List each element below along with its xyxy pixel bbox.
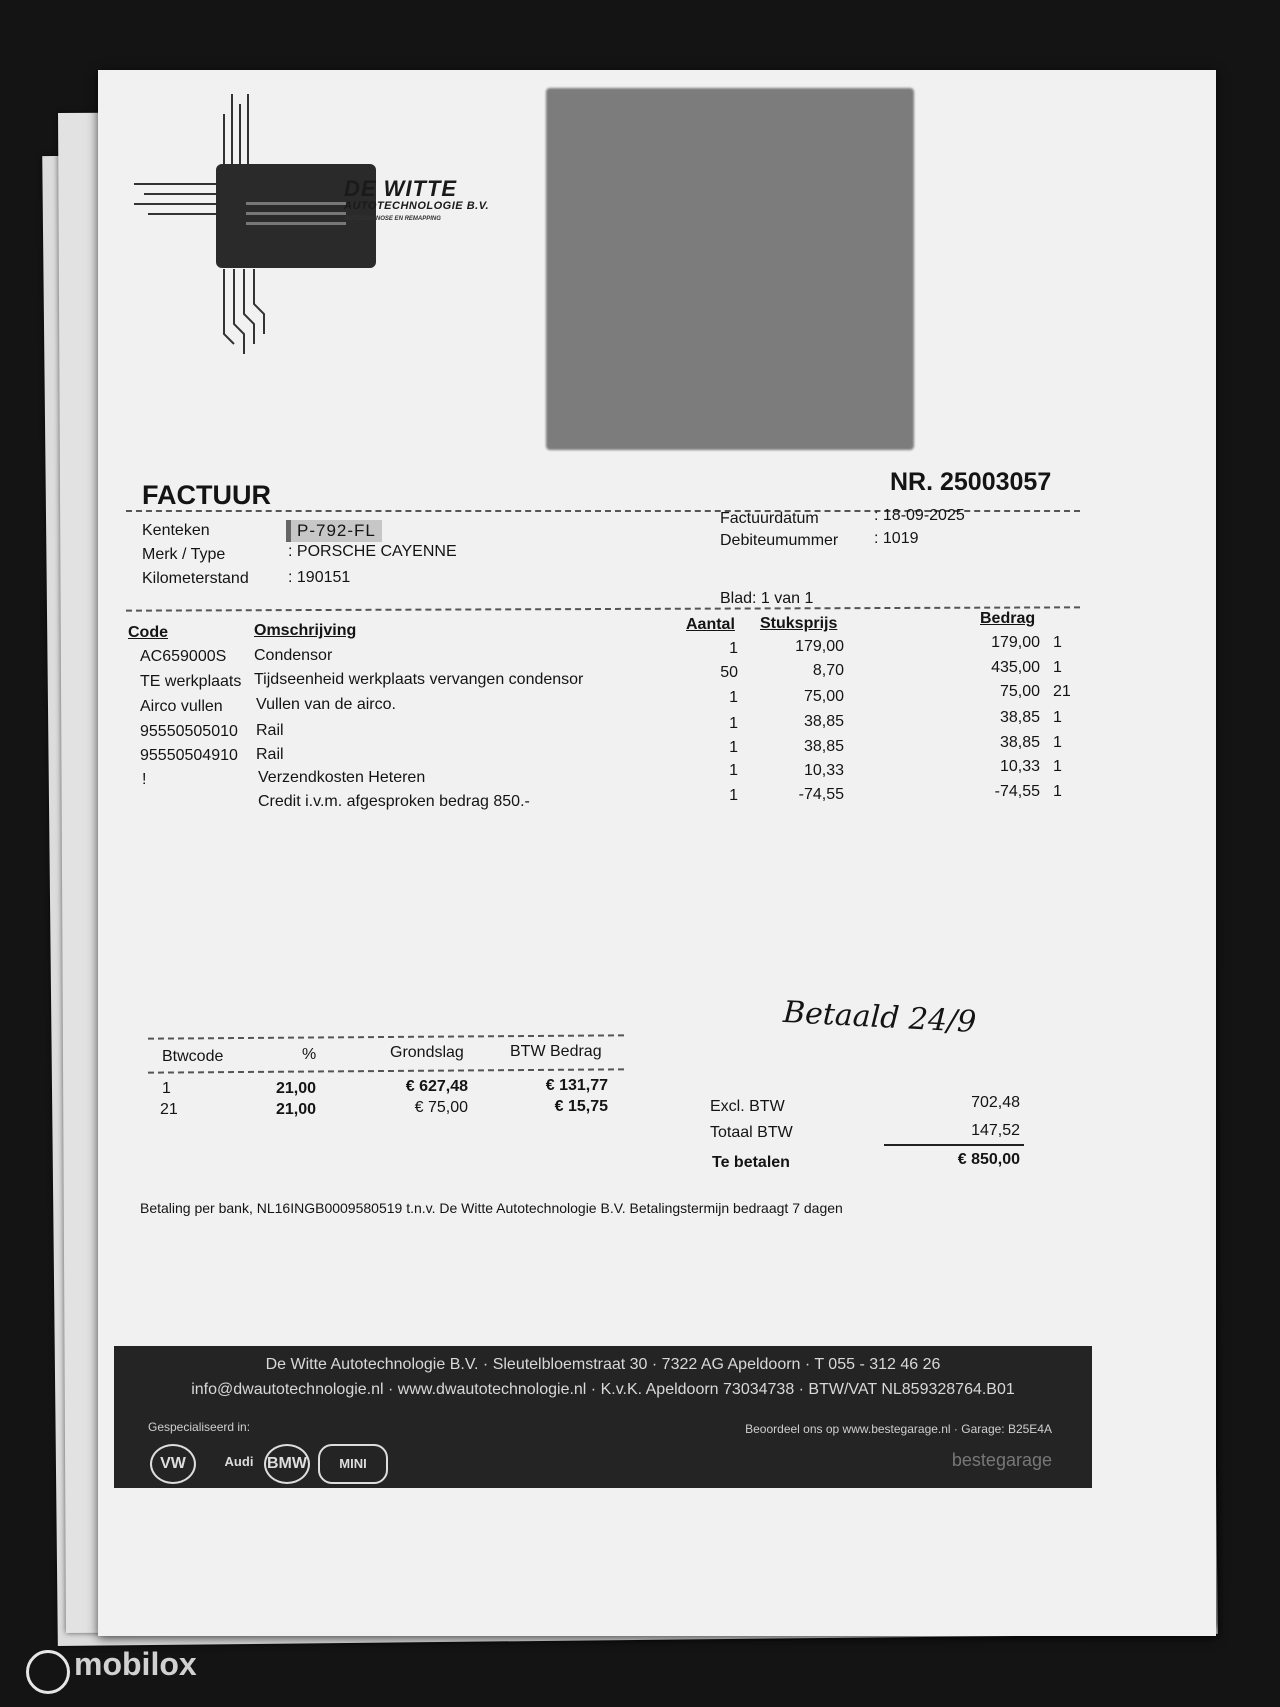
footer-address: De Witte Autotechnologie B.V. · Sleutelbloemstraat 30 · 7322 AG Apeldoorn · T 055 - 312 46 26 [265, 1356, 941, 1373]
row-unit: 10,33 [803, 762, 844, 779]
row-qty: 1 [729, 715, 738, 732]
row-unit: 8,70 [812, 662, 844, 679]
tax-header-code: Btwcode [162, 1048, 224, 1065]
tax-pct: 21,00 [276, 1101, 317, 1118]
col-header-qty: Aantal [686, 616, 735, 633]
row-vatcode: 1 [1053, 758, 1062, 775]
row-vatcode: 1 [1053, 634, 1062, 651]
invoice-sheet [98, 70, 1216, 1636]
field-label-debtor: Debiteumummer [720, 532, 839, 549]
tax-code: 1 [162, 1080, 171, 1097]
total-label-due: Te betalen [712, 1154, 790, 1171]
row-unit: 75,00 [803, 688, 844, 705]
tax-header-vat: BTW Bedrag [510, 1043, 602, 1060]
row-code: 95550504910 [140, 747, 238, 764]
row-unit: 38,85 [803, 713, 844, 730]
invoice-number: NR. 25003057 [890, 468, 1052, 496]
row-qty: 1 [729, 640, 738, 657]
total-label-excl: Excl. BTW [710, 1098, 785, 1115]
tax-header-base: Grondslag [390, 1044, 464, 1061]
total-value-vat: 147,52 [971, 1122, 1020, 1139]
row-desc: Tijdseenheid werkplaats vervangen condensor [254, 671, 584, 688]
row-qty: 1 [729, 762, 738, 779]
audi-logo-icon: Audi [224, 1454, 254, 1469]
row-qty: 1 [729, 689, 738, 706]
row-desc: Rail [256, 746, 284, 763]
payment-instructions: Betaling per bank, NL16INGB0009580519 t.n.v. De Witte Autotechnologie B.V. Betalingstermijn bedraagt 7 dagen [140, 1200, 843, 1216]
field-label-km: Kilometerstand [142, 570, 249, 587]
row-desc: Condensor [254, 647, 333, 664]
row-amount: -74,55 [994, 783, 1040, 800]
row-code: 95550505010 [140, 723, 238, 740]
col-header-code: Code [128, 624, 168, 641]
row-code: TE werkplaats [140, 673, 242, 690]
field-value-debtor: : 1019 [874, 530, 919, 547]
field-label-merk: Merk / Type [142, 546, 226, 563]
col-header-amount: Bedrag [980, 610, 1036, 627]
field-label-date: Factuurdatum [720, 510, 819, 527]
col-header-unit: Stuksprijs [760, 615, 838, 632]
total-label-vat: Totaal BTW [710, 1124, 793, 1141]
col-header-desc: Omschrijving [254, 622, 357, 639]
row-unit: 179,00 [795, 638, 844, 655]
tax-header-pct: % [302, 1046, 317, 1063]
company-subtitle: AUTOTECHNOLOGIE B.V. [344, 200, 490, 212]
footer-specialised-label: Gespecialiseerd in: [148, 1420, 251, 1434]
row-amount: 179,00 [991, 634, 1040, 651]
row-desc: Rail [256, 722, 284, 739]
row-vatcode: 1 [1053, 734, 1062, 751]
bmw-logo-icon: BMW [264, 1444, 310, 1484]
row-unit: 38,85 [803, 738, 844, 755]
mobilox-logo-icon [26, 1650, 70, 1694]
tax-vat: € 15,75 [554, 1098, 608, 1115]
license-plate: P-792-FL [286, 520, 382, 542]
mobilox-watermark: mobilox [74, 1646, 197, 1682]
row-desc: Verzendkosten Heteren [258, 769, 426, 786]
divider [126, 606, 1080, 611]
tax-base: € 627,48 [405, 1078, 468, 1095]
footer-contact: info@dwautotechnologie.nl · www.dwautotechnologie.nl · K.v.K. Apeldoorn 73034738 · BTW/VAT NL859328764.B01 [191, 1381, 1015, 1398]
row-qty: 1 [729, 787, 738, 804]
row-unit: -74,55 [798, 786, 844, 803]
field-label-kenteken: Kenteken [142, 522, 210, 539]
total-value-due: € 850,00 [957, 1151, 1020, 1168]
tax-vat: € 131,77 [545, 1077, 608, 1094]
company-tagline: AUTODIAGNOSE EN REMAPPING [344, 216, 441, 222]
field-value-km: : 190151 [288, 569, 351, 586]
tax-pct: 21,00 [276, 1080, 317, 1097]
field-value-date: : 18-09-2025 [874, 507, 965, 524]
page-indicator: Blad: 1 van 1 [720, 590, 814, 607]
row-vatcode: 1 [1053, 659, 1062, 676]
total-rule [884, 1144, 1024, 1146]
row-amount: 435,00 [991, 659, 1040, 676]
row-code: Airco vullen [140, 698, 223, 715]
row-amount: 10,33 [999, 758, 1040, 775]
company-name: DE WITTE [344, 176, 458, 201]
tax-code: 21 [160, 1101, 178, 1118]
invoice-footer [114, 1346, 1092, 1488]
handwritten-paid-note: Betaald 24/9 [782, 994, 978, 1041]
row-vatcode: 1 [1053, 709, 1062, 726]
row-amount: 38,85 [999, 709, 1040, 726]
divider [148, 1034, 624, 1039]
divider [148, 1068, 624, 1073]
row-desc: Vullen van de airco. [256, 696, 396, 713]
total-value-excl: 702,48 [971, 1094, 1020, 1111]
tax-base: € 75,00 [414, 1099, 468, 1116]
redacted-address-block [546, 88, 914, 450]
row-desc: Credit i.v.m. afgesproken bedrag 850.- [258, 793, 530, 810]
mini-logo-icon: MINI [318, 1444, 388, 1484]
row-amount: 38,85 [999, 734, 1040, 751]
row-qty: 50 [720, 664, 738, 681]
bestegarage-logo: bestegarage [951, 1450, 1052, 1470]
row-code: AC659000S [140, 648, 227, 665]
document-title: FACTUUR [142, 480, 271, 510]
row-vatcode: 21 [1053, 683, 1071, 700]
footer-review-link: Beoordeel ons op www.bestegarage.nl · Garage: B25E4A [745, 1422, 1052, 1436]
volkswagen-logo-icon: VW [150, 1444, 196, 1484]
row-amount: 75,00 [999, 683, 1040, 700]
row-qty: 1 [729, 739, 738, 756]
row-code: ! [142, 771, 147, 788]
field-value-merk: : PORSCHE CAYENNE [288, 543, 457, 560]
row-vatcode: 1 [1053, 783, 1062, 800]
